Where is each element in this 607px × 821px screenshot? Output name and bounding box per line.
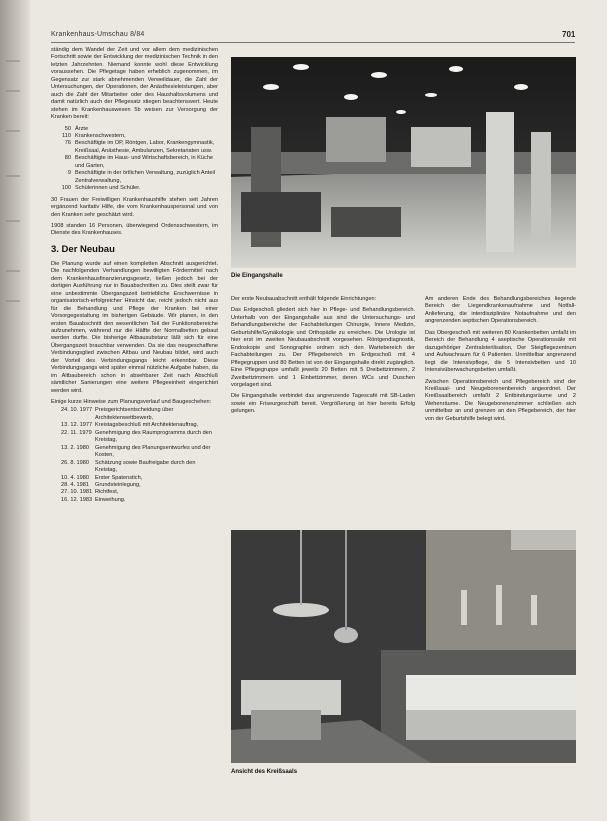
- paragraph: Das Obergeschoß mit weiteren 80 Krankenbetten umfaßt im Bereich der Behandlung 4 aseptische Operationssäle mit dazugehöriger Zentralsterilisation, Der Steigflegezentrum und Aufwachraum für 6 Patienten. Unmittelbar angrenzend liegt die Intensivpflege, die 5 Intensivbetten und 10 Intensivüberwachungsbetten umfaßt.: [425, 329, 576, 374]
- dates-intro: Einige kurze Hinweise zum Planungsverlauf und Baugeschehen:: [51, 399, 212, 406]
- volunteer-paragraph: 30 Frauen der Freiwilligen Krankenhaushilfe stehen seit Jahren ergänzend karitativ Hilfe, die vom Krankenhauspersonal und von den Kranken sehr geschätzt wird.: [51, 196, 218, 218]
- paragraph: Das Erdgeschoß gliedert sich hier in Pflege- und Behandlungsbereich. Unterhalb von der Eingangshalle aus sind die Untersuchungs- und Behandlungsbereiche der Fachabteilungen Chirurgie, Innere Medizin, Geburtshilfe/Gynäkologie und Orthopädie zu erreichen. Die Urologie ist hier erst im zweiten Neubauabschnitt vorgesehen. Röntgendiagnostik, Endoskopie und Sonographie ordnen sich den Wartebereich der Fachabteilungen zu. Der Pflegebereich im Erdgeschoß mit 4 Pflegegruppen und 80 Betten ist von der Eingangshalle direkt zugänglich. Eine Pflegegruppe umfaßt jeweils 20 Betten mit 5 Dreibettzimmern, 2 Zweibettzimmern und 1 Einbettzimmer, deren WCs und Duschen vorgelagert sind.: [231, 307, 415, 388]
- staff-item: 76 Beschäftigte im OP, Röntgen, Labor, Krankengymnastik, Kreißsaal, Anästhesie, Ambulanzen, Sekretariaten usw.: [64, 140, 215, 154]
- page-number: 701: [562, 30, 576, 39]
- text-column-left: [51, 47, 218, 504]
- timeline-item: 13. 12. 1977 Kreistagsbeschluß mit Architektenauftrag,: [61, 422, 199, 429]
- timeline-list: [51, 407, 218, 504]
- delivery-room-photo: [231, 530, 576, 763]
- section-paragraph: Die Planung wurde auf einen kompletten Abschnitt ausgerichtet. Die nachfolgenden Verhandlungen bewilligten Fördermittel nach dem Krankenhausfinanzierungsgesetz, ließen jedoch bei der dortigen Ausführung nur in Bauabschnitten zu. Dies stellt zwar für eine unbestimmte Übergangszeit betriebliche Erschwernisse in organisatorisch-erfolgreicher Hinsicht dar, reicht jedoch nicht aus für die Behandlung und Pflege der Kranken bei einer Vorsorgegestaltung im bisherigen Gebäude. Wir planen, in den ersten Bauabschnitt den wesentlichen Teil der Funktionsbereiche aufzunehmen, während nur die Hälfte der Normalbetten gebaut werden durfte. Die bisherige Altbausubstanz läßt sich für eine Übergangszeit brauchbar verwenden. Da sie das neugeschaffene Verbindungsglied zwischen Altbau und Neubau bildet, wird auch der Vorteil des Verbindungsgangs leicht erkennbar. Diese Verbindungsgangs wird später einmal nützliche Aufgabe haben, da im Altbaubereich schon in absehbarer Zeit nach Abschluß sämtlicher Sanierungen eine weitere Pflegeeinheit eingerichtet werden wird.: [51, 260, 218, 394]
- timeline-item: 16. 12. 1983 Einweihung.: [61, 496, 126, 503]
- bleed-mark: [6, 220, 20, 222]
- timeline-item: 28. 4. 1981 Grundsteinlegung,: [61, 482, 141, 489]
- timeline-item: 13. 2. 1980 Genehmigung des Planungsentwurfes und der Kosten,: [61, 444, 211, 459]
- staff-item: 50 Ärzte: [64, 125, 89, 132]
- staff-item: 110 Krankenschwestern,: [62, 132, 126, 139]
- bleed-mark: [6, 175, 20, 177]
- bleed-mark: [6, 90, 20, 92]
- text-column-right: [425, 296, 576, 427]
- page-binding-edge: [0, 0, 30, 821]
- bleed-mark: [6, 300, 20, 302]
- timeline-item: 24. 10. 1977 Preisgerichtsentscheidung über Architektenwettbewerb,: [61, 407, 174, 421]
- paragraph: Die Eingangshalle verbindet das angrenzende Tagescafé mit SB-Laden sowie ein Friseurgeschäft bereit. Vergrößerung ist hier bereits Erfolg gelungen.: [231, 393, 415, 415]
- bleed-mark: [6, 130, 20, 132]
- journal-header: Krankenhaus-Umschau 8/84: [51, 31, 145, 38]
- staff-item: 100 Schülerinnen und Schüler.: [61, 185, 141, 192]
- bleed-mark: [6, 270, 20, 272]
- section-title: 3. Der Neubau: [51, 243, 115, 255]
- paragraph: Am anderen Ende des Behandlungsbereiches liegende Bereich der Liegendkrankenaufnahme und Notfall-Anlieferung, die interdisziplinäre Notaufnahme und den angrenzenden septischen Operationsbereich.: [425, 296, 576, 325]
- intro-paragraph: ständig dem Wandel der Zeit und vor allem dem medizinischen Fortschritt sowie der Entwicklung der medizinischen Technik in den letzten Jahrzehnten. Niemand konnte wohl diese Entwicklung voraussehen. Die Pflegetage haben erheblich zugenommen, im Gegensatz zur stark abnehmenden Verweildauer, die Zahl der Untersuchungen, der Operationen, der Anästhesieleistungen, aber auch die Zahl der Mitarbeiter oder des Haushaltsvolumens und damit natürlich auch der Pflegesatz stiegen beachtenswert. Heute stehen im Krankenhauswesen 5b weisen zur Versorgung der Kranken bereit:: [51, 47, 218, 121]
- staff-item: 80 Beschäftigte im Haus- und Wirtschaftsbereich, in Küche und Garten,: [64, 155, 214, 169]
- entrance-hall-photo: [231, 57, 576, 268]
- bleed-mark: [6, 60, 20, 62]
- header-rule: [51, 42, 575, 43]
- timeline-item: 26. 8. 1980 Schätzung sowie Baufreigabe durch den Kreistag,: [61, 459, 196, 474]
- timeline-item: 27. 10. 1981 Richtfest,: [61, 489, 119, 496]
- history-paragraph: 1908 standen 16 Personen, überwiegend Ordensschwestern, im Dienste des Krankenhauses.: [51, 222, 218, 237]
- paragraph: Der erste Neubauabschnitt enthält folgende Einrichtungen:: [231, 296, 377, 302]
- staff-list: [51, 126, 218, 193]
- photo-caption: Ansicht des Kreißsaals: [231, 769, 298, 775]
- staff-item: 9 Beschäftigte in der örtlichen Verwaltung, zuzüglich Anteil Zentralverwaltung,: [67, 170, 215, 184]
- photo-caption: Die Eingangshalle: [231, 273, 283, 279]
- timeline-item: 10. 4. 1980 Erster Spatenstich,: [61, 474, 143, 481]
- timeline-item: 22. 11. 1979 Genehmigung des Raumprogramms durch den Kreistag,: [61, 429, 212, 444]
- text-column-middle: [231, 296, 415, 420]
- paragraph: Zwischen Operationsbereich und Pflegebereich sind der Kreißsaal- und Neugeborenenbereich angeordnet. Der Kreißsaalbereich umfaßt 2 Entbindungsräume und 2 Wehenräume. Die Neugeborenenzimmer schließen sich unmittelbar an und grenzen an den Pflegebereich, der hier von der Geburtshilfe belegt wird.: [425, 378, 576, 422]
